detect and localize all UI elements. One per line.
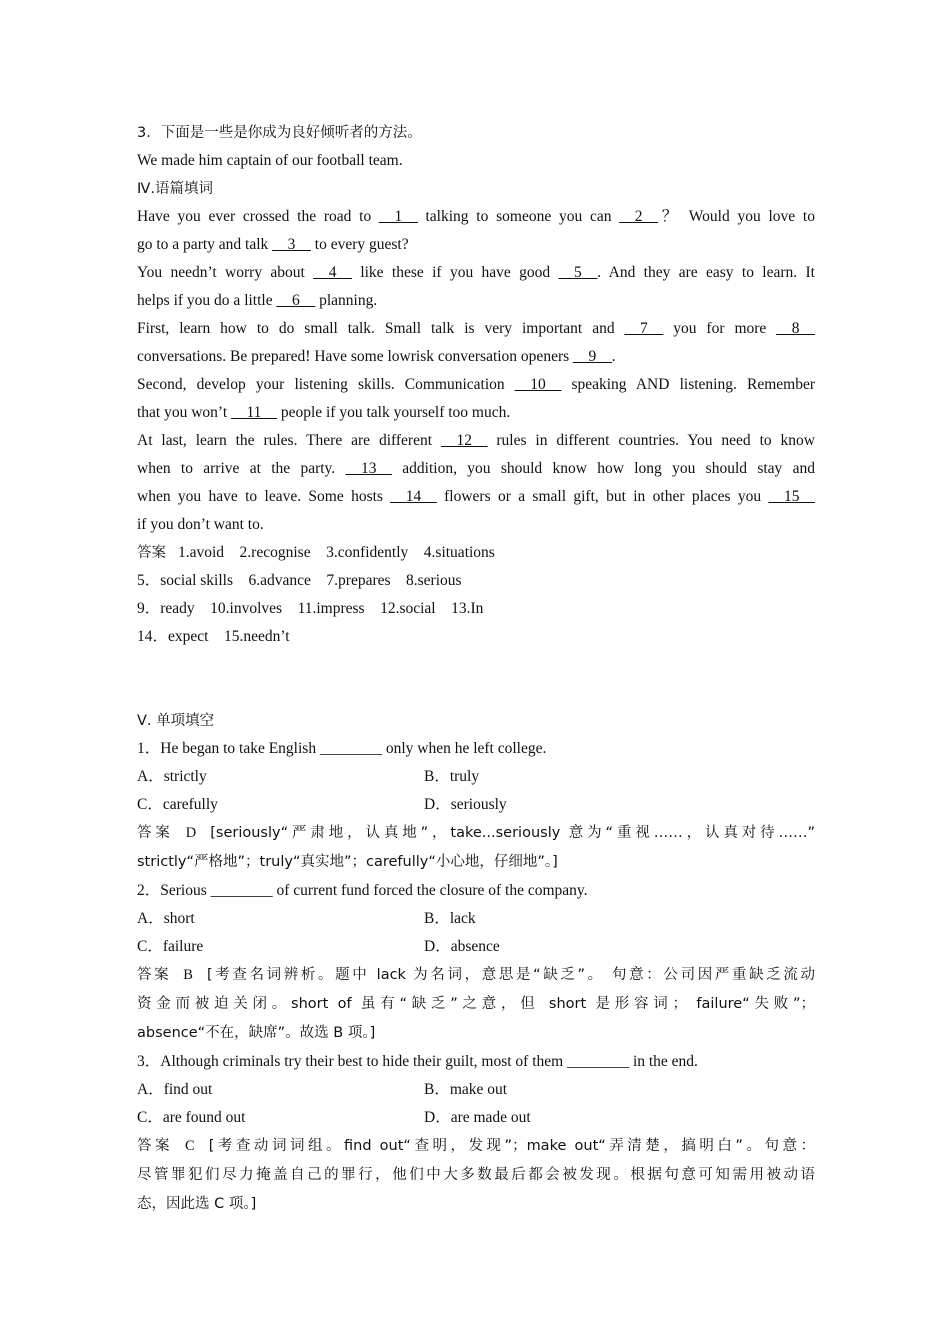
- answer-label: 答案: [137, 825, 174, 841]
- passage-line: [137, 371, 815, 399]
- passage-text: Have you ever crossed the road to: [137, 208, 379, 225]
- passage-line: [137, 483, 815, 511]
- blank-10: __10__: [514, 376, 562, 393]
- answer-line-2: 5．social skills 6.advance 7.prepares 8.serious: [137, 572, 462, 589]
- passage-line: [137, 399, 815, 427]
- section5-title: Ⅴ. 单项填空: [137, 713, 215, 729]
- passage-text: .: [611, 348, 616, 365]
- answer-explanation: [137, 961, 815, 990]
- explanation-text: [考查名词辨析。题中 lack 为名词，意思是“缺乏”。 句意：公司因严重缺乏流动: [206, 967, 815, 983]
- passage-text: people if you talk yourself too much.: [276, 404, 511, 421]
- question-stem: 2．Serious ________ of current fund forced the closure of the company.: [137, 882, 588, 899]
- blank-2: __2__: [619, 208, 658, 225]
- option-b: B．truly: [424, 768, 480, 785]
- passage-text: You needn’t worry about: [137, 264, 314, 281]
- item3-english: We made him captain of our football team.: [137, 152, 403, 169]
- cloze-passage: [137, 203, 815, 539]
- blank-15: __15__: [768, 488, 815, 505]
- blank-11: __11__: [231, 404, 277, 421]
- blank-9: __9__: [573, 348, 612, 365]
- passage-text: planning.: [315, 292, 378, 309]
- passage-text: when you have to leave. Some hosts: [137, 488, 391, 505]
- option-c: C．are found out: [137, 1109, 246, 1126]
- option-row: [137, 1104, 815, 1132]
- passage-text: like these if you have good: [351, 264, 559, 281]
- passage-line: [137, 259, 815, 287]
- option-a: A．find out: [137, 1081, 213, 1098]
- question-list: [137, 735, 815, 1219]
- passage-line: [137, 455, 815, 483]
- question-stem: 1．He began to take English ________ only when he left college.: [137, 740, 547, 757]
- answer-text: 1.avoid 2.recognise 3.confidently 4.situations: [178, 544, 495, 561]
- blank-13: __13__: [345, 460, 392, 477]
- option-b: B．make out: [424, 1081, 508, 1098]
- passage-line: [137, 315, 815, 343]
- passage-text: go to a party and talk: [137, 236, 273, 253]
- option-d: D．seriously: [424, 796, 507, 813]
- passage-line: [137, 343, 815, 371]
- blank-8: __8__: [776, 320, 816, 337]
- answer-explanation: [137, 1190, 815, 1219]
- passage-text: At last, learn the rules. There are different: [137, 432, 441, 449]
- answer-line-3: 9．ready 10.involves 11.impress 12.social 13.In: [137, 600, 484, 617]
- option-row: [137, 1076, 815, 1104]
- passage-text: Second, develop your listening skills. Communication: [137, 376, 515, 393]
- option-b: B．lack: [424, 910, 476, 927]
- answer-letter: C: [185, 1138, 195, 1154]
- passage-text: to every guest?: [310, 236, 409, 253]
- passage-text: conversations. Be prepared! Have some lowrisk conversation openers: [137, 348, 574, 365]
- passage-text: you for more: [663, 320, 777, 337]
- option-a: A．short: [137, 910, 195, 927]
- option-c: C．carefully: [137, 796, 218, 813]
- question-stem: 3．Although criminals try their best to hide their guilt, most of them ________ in the end.: [137, 1053, 698, 1070]
- answer-letter: B: [183, 967, 193, 983]
- explanation-text: absence“不在，缺席”。故选 B 项。]: [137, 1025, 376, 1041]
- document-content: [137, 119, 815, 1219]
- blank-5: __5__: [558, 264, 598, 281]
- passage-text: that you won’t: [137, 404, 231, 421]
- blank-1: __1__: [378, 208, 418, 225]
- passage-text: talking to someone you can: [417, 208, 620, 225]
- option-row: [137, 905, 815, 933]
- option-row: [137, 933, 815, 961]
- explanation-text: [seriously“严肃地，认真地”，take...seriously 意为“重视……，认真对待……”: [210, 825, 815, 841]
- option-row: [137, 791, 815, 819]
- passage-text: helps if you do a little: [137, 292, 277, 309]
- explanation-text: strictly“严格地”；truly“真实地”；carefully“小心地，仔细地”。]: [137, 854, 558, 870]
- option-d: D．absence: [424, 938, 500, 955]
- blank-4: __4__: [313, 264, 352, 281]
- passage-text: First, learn how to do small talk. Small talk is very important and: [137, 320, 625, 337]
- item3-chinese: 3．下面是一些是你成为良好倾听者的方法。: [137, 125, 422, 141]
- explanation-text: [考查动词词组。find out“查明，发现”；make out“弄清楚，搞明白”。句意：: [208, 1138, 815, 1154]
- answer-label: 答案: [137, 967, 172, 983]
- option-a: A．strictly: [137, 768, 207, 785]
- explanation-text: 态，因此选 C 项。]: [137, 1196, 257, 1212]
- passage-text: flowers or a small gift, but in other places you: [436, 488, 769, 505]
- passage-line: [137, 511, 815, 539]
- explanation-text: 资金而被迫关闭。short of 虽有“缺乏”之意，但 short 是形容词； failure“失败”；: [137, 996, 815, 1012]
- passage-text: speaking AND listening. Remember: [561, 376, 816, 393]
- section-gap: [137, 651, 815, 707]
- blank-12: __12__: [440, 432, 488, 449]
- option-row: [137, 763, 815, 791]
- answer-explanation: [137, 1161, 815, 1190]
- answer-label: 答案: [137, 545, 166, 561]
- explanation-text: 尽管罪犯们尽力掩盖自己的罪行，他们中大多数最后都会被发现。根据句意可知需用被动语: [137, 1167, 815, 1183]
- passage-text: when to arrive at the party.: [137, 460, 346, 477]
- blank-14: __14__: [390, 488, 437, 505]
- option-d: D．are made out: [424, 1109, 531, 1126]
- passage-line: [137, 287, 815, 315]
- section4-title: Ⅳ.语篇填词: [137, 181, 213, 197]
- answer-explanation: [137, 819, 815, 848]
- blank-3: __3__: [272, 236, 311, 253]
- passage-text: if you don’t want to.: [137, 516, 264, 533]
- passage-text: ？ Would you love to: [658, 208, 815, 225]
- answer-explanation: [137, 1019, 815, 1048]
- passage-line: [137, 231, 815, 259]
- answer-label: 答案: [137, 1138, 174, 1154]
- passage-text: . And they are easy to learn. It: [597, 264, 815, 281]
- answer-explanation: [137, 1132, 815, 1161]
- passage-line: [137, 203, 815, 231]
- blank-6: __6__: [276, 292, 316, 309]
- answer-line-4: 14．expect 15.needn’t: [137, 628, 290, 645]
- answer-letter: D: [185, 825, 197, 841]
- blank-7: __7__: [624, 320, 664, 337]
- passage-text: addition, you should know how long you should stay and: [391, 460, 815, 477]
- option-c: C．failure: [137, 938, 204, 955]
- passage-text: rules in different countries. You need to know: [487, 432, 815, 449]
- answer-explanation: [137, 990, 815, 1019]
- answer-explanation: [137, 848, 815, 877]
- answer-line-1: [137, 539, 815, 567]
- passage-line: [137, 427, 815, 455]
